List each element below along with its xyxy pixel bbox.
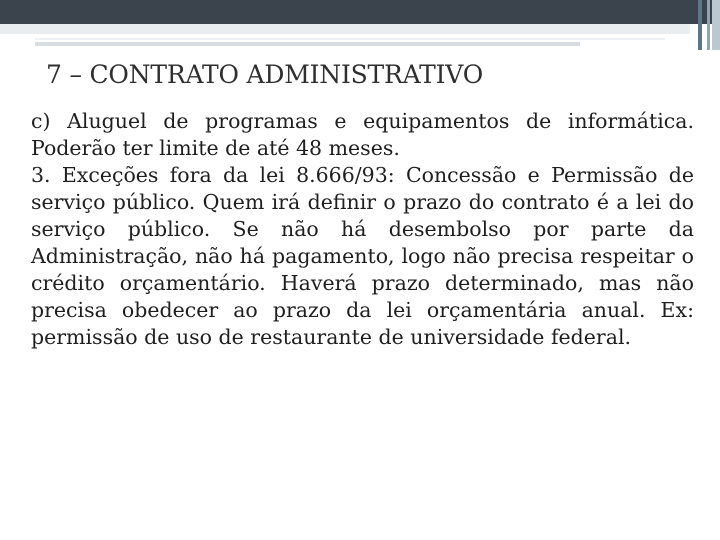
slide-title: 7 – CONTRATO ADMINISTRATIVO [46,60,483,89]
slide-body [31,108,694,351]
decorative-bar [698,0,702,50]
header-band [0,0,720,24]
title-rule [35,42,580,46]
title-rule [35,38,665,40]
decorative-bar [712,0,720,50]
header-accent-strip [0,24,690,34]
decorative-bar [707,0,710,50]
body-paragraph-aluguel: c) Aluguel de programas e equipamentos de informática. Poderão ter limite de até 48 meses. [31,109,694,160]
body-paragraph-excecoes: 3. Exceções fora da lei 8.666/93: Concessão e Permissão de serviço público. Quem irá definir o prazo do contrato é a lei do serviço público. Se não há desembolso por parte da Administração, não há pagamento, logo não precisa respeitar o crédito orçamentário. Haverá prazo determinado, mas não precisa obedecer ao prazo da lei orçamentária anual. Ex: permissão de uso de restaurante de universidade federal. [31,163,694,349]
